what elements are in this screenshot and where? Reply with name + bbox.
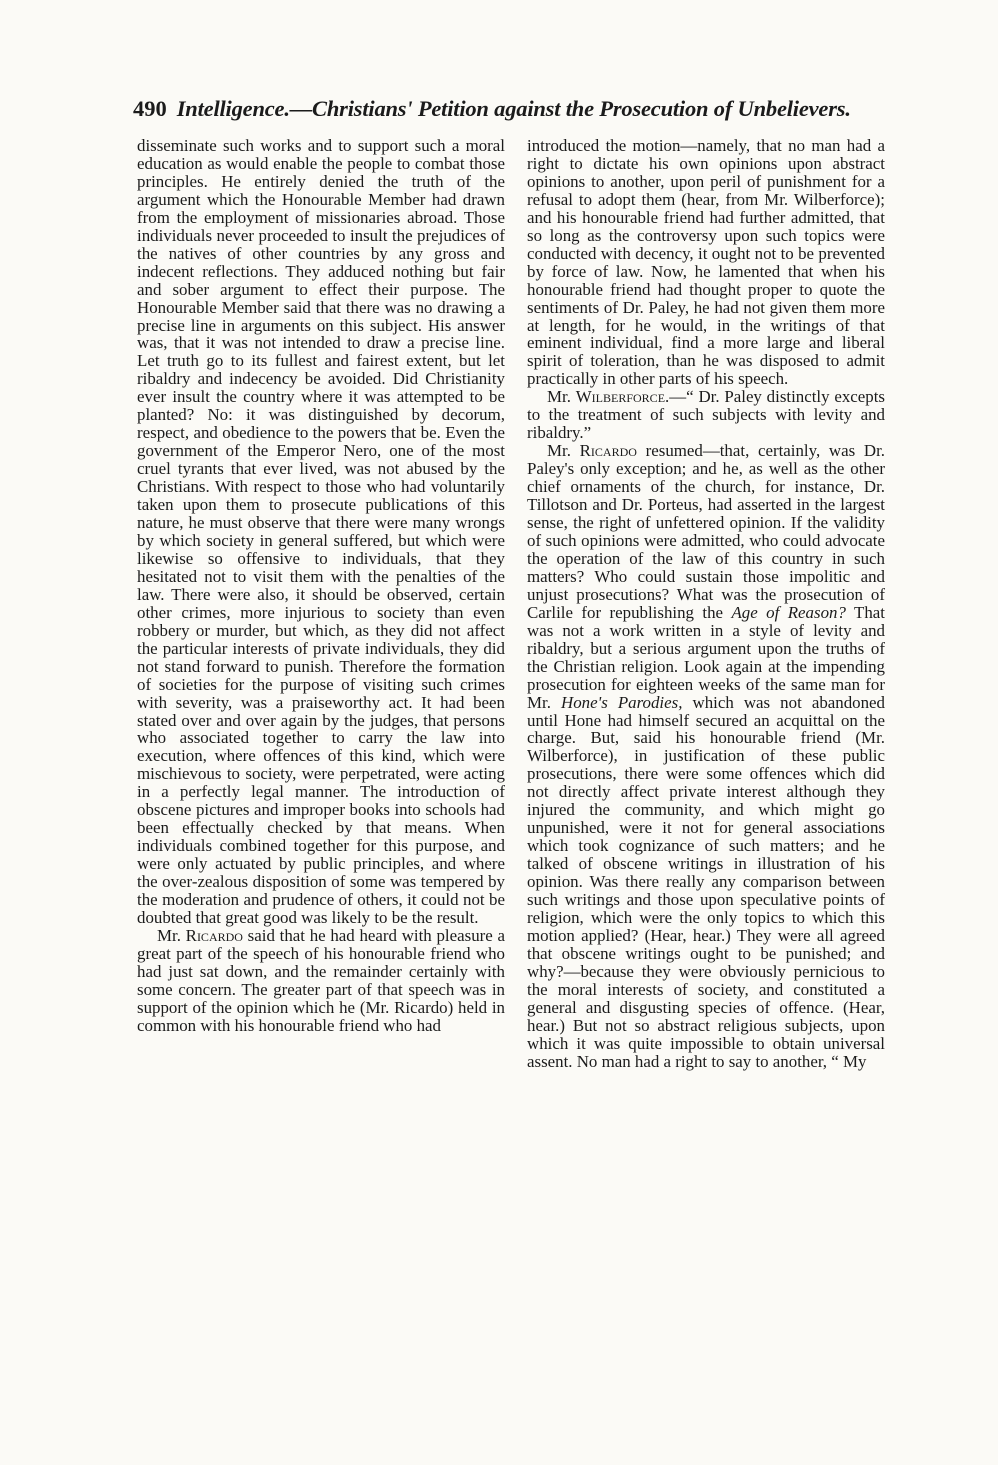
paragraph: Mr. Ricardo said that he had heard with pleasure a great part of the speech of his honourable friend who had just sat down, and the remainder certainly with some concern. The greater part of that speech was in support of the opinion which he (Mr. Ricardo) held in common with his honourable friend who had — [137, 925, 505, 1035]
paragraph: Mr. Wilberforce.—“ Dr. Paley distinctly excepts to the treatment of such subjects with levity and ribaldry.” — [527, 387, 885, 443]
page-number: 490 — [133, 96, 167, 121]
speaker-name: Wilberforce — [575, 387, 666, 407]
speaker-name: Ricardo — [185, 925, 243, 945]
book-title: Hone's Parodies, — [561, 692, 683, 712]
left-column — [137, 137, 505, 1035]
running-head — [133, 96, 893, 122]
speaker-name: Ricardo — [579, 441, 637, 461]
right-column — [527, 137, 885, 1071]
book-title: Age of Reason? — [731, 602, 846, 622]
paragraph: introduced the motion—namely, that no man had a right to dictate his own opinions upon abstract opinions to another, upon peril of punishment for a refusal to adopt them (hear, from Mr. Wilberforce); and his honourable friend had further admitted, that so long as the controversy upon such topics were conducted with decency, it ought not to be prevented by force of law. Now, he lamented that when his honourable friend had thought proper to quote the sentiments of Dr. Paley, he had not given them more at length, for he would, in the writings of that eminent individual, find a more large and liberal spirit of toleration, than he was disposed to admit practically in other parts of his speech. — [527, 136, 885, 389]
paragraph: Mr. Ricardo resumed—that, certainly, was Dr. Paley's only exception; and he, as well as the other chief ornaments of the church, for instance, Dr. Tillotson and Dr. Porteus, had asserted in the largest sense, the right of unfettered opinion. If the validity of such opinions were admitted, who could advocate the operation of the law of this country in such matters? Who could sustain those impolitic and unjust prosecutions? What was the prosecution of Carlile for republishing the Age of Reason? That was not a work written in a style of levity and ribaldry, but a serious argument upon the truths of the Christian religion. Look again at the impending prosecution for eighteen weeks of the same man for Mr. Hone's Parodies, which was not abandoned until Hone had himself secured an acquittal on the charge. But, said his honourable friend (Mr. Wilberforce), in justification of these public prosecutions, there were some offences which did not directly affect private interest although they injured the community, and which might go unpunished, were it not for general associations which took cognizance of such matters; and he talked of obscene writings in illustration of his opinion. Was there really any comparison between such writings and those upon speculative points of religion, which were the only topics to which this motion applied? (Hear, hear.) They were all agreed that obscene writings ought to be punished; and why?—because they were obviously pernicious to the moral interests of society, and constituted a general and disgusting species of offence. (Hear, hear.) But not so abstract religious subjects, upon which it was quite impossible to obtain universal assent. No man had a right to say to another, “ My — [527, 441, 885, 1071]
running-title: Intelligence.—Christians' Petition against the Prosecution of Unbelievers. — [176, 96, 851, 121]
paragraph: disseminate such works and to support such a moral education as would enable the people to combat those principles. He entirely denied the truth of the argument which the Honourable Member had drawn from the employment of missionaries abroad. Those individuals never proceeded to insult the prejudices of the natives of other countries by any gross and indecent reflections. They adduced nothing but fair and sober argument to effect their purpose. The Honourable Member said that there was no drawing a precise line in arguments on this subject. His answer was, that it was not intended to draw a precise line. Let truth go to its fullest and fairest extent, but let ribaldry and indecency be avoided. Did Christianity ever insult the country where it was attempted to be planted? No: it was distinguished by decorum, respect, and obedience to the powers that be. Even the government of the Emperor Nero, one of the most cruel tyrants that ever lived, was not abused by the Christians. With respect to those who had voluntarily taken upon them to prosecute publications of this nature, he must observe that there were many wrongs by which society in general suffered, but which were likewise so offensive to individuals, that they hesitated not to visit them with the penalties of the law. There were also, it should be observed, certain other crimes, more injurious to society than even robbery or murder, but which, as they did not affect the particular interests of private individuals, they did not stand forward to punish. Therefore the formation of societies for the purpose of visiting such crimes with severity, was a praiseworthy act. It had been stated over and over again by the judges, that persons who associated together to carry the law into execution, where offences of this kind, which were mischievous to society, were perpetrated, were acting in a perfectly legal manner. The introduction of obscene pictures and improper books into schools had been effectually checked by that means. When individuals combined together for this purpose, and were only actuated by public principles, and where the over-zealous disposition of some was tempered by the moderation and prudence of others, it could not be doubted that great good was likely to be the result. — [137, 136, 505, 927]
